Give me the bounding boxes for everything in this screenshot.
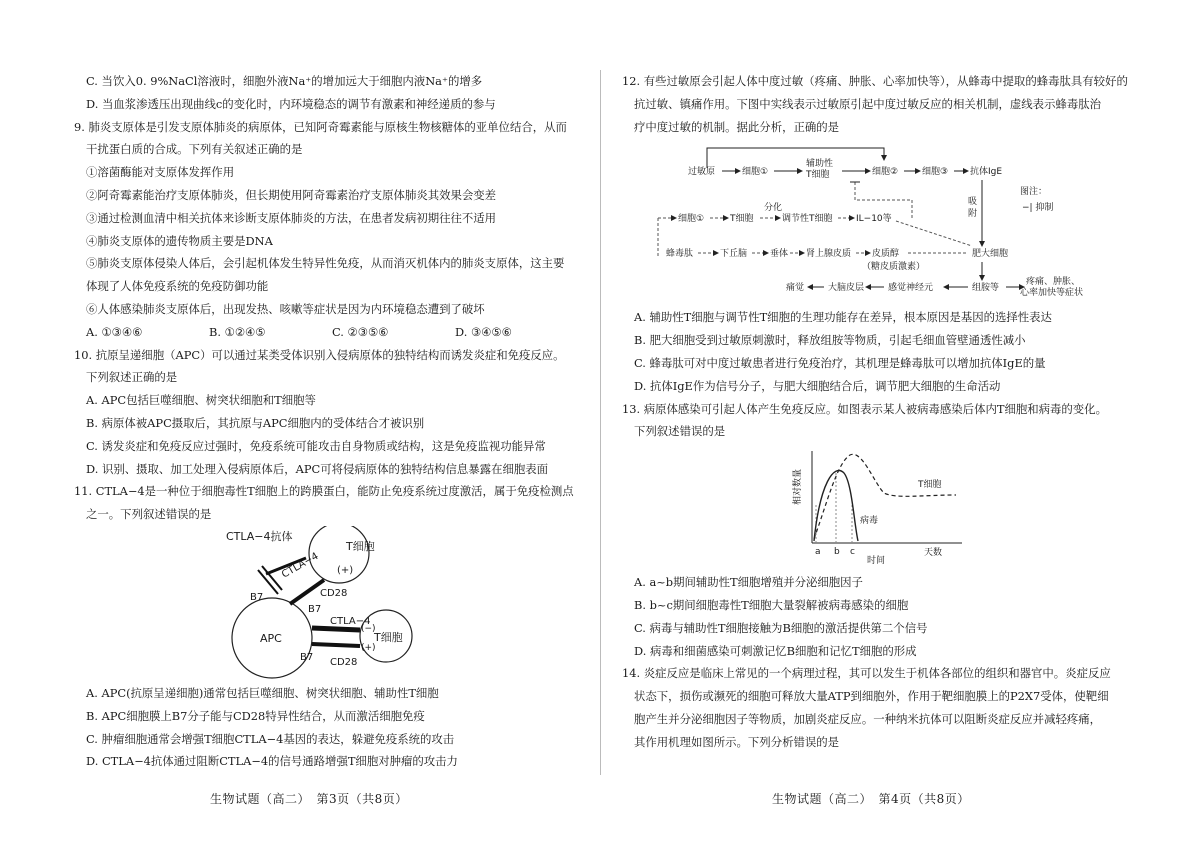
q13-figure [622, 443, 1142, 571]
cortex-label: 大脑皮层 [828, 283, 865, 294]
page-footer-right: 生物试题（高二） 第4页（共8页） [772, 792, 970, 806]
q12-option-d: D. 抗体IgE作为信号分子，与肥大细胞结合后，调节肥大细胞的生命活动 [634, 378, 1001, 393]
right-column [622, 70, 1142, 754]
b7-label-bottom: B7 [300, 651, 314, 663]
q12-stem-cont: 疗中度过敏的机制。据此分析，正确的是 [634, 119, 840, 134]
q11-stem-cont: 之一。下列叙述错误的是 [86, 507, 212, 522]
t-cell-label: T细胞 [346, 539, 375, 553]
tick-b: b [834, 547, 840, 558]
q10-option-d: D. 识别、摄取、加工处理入侵病原体后，APC可将侵病原体的独特结构信息暴露在细胞表面 [86, 461, 549, 476]
q9-item: ④肺炎支原体的遗传物质主要是DNA [86, 233, 273, 248]
q9-option-c: C. ②③⑤⑥ [332, 324, 389, 339]
q9-item: ②阿奇霉素能治疗支原体肺炎，但长期使用阿奇霉素治疗支原体肺炎其效果会变差 [86, 187, 497, 202]
cd28-label-top: CD28 [320, 587, 348, 599]
pituitary-label: 垂体 [770, 249, 789, 260]
q10-option-c: C. 诱发炎症和免疫反应过强时，免疫系统可能攻击自身物质或结构，这是免疫监视功能异常 [86, 438, 546, 453]
xunit: 天数 [924, 548, 943, 559]
q11-option-b: B. APC细胞膜上B7分子能与CD28特异性结合，从而激活细胞免疫 [86, 708, 425, 723]
legend-inhibit: −| 抑制 [1022, 203, 1054, 214]
q14-stem-cont: 状态下，损伤或濒死的细胞可释放大量ATP到细胞外，作用于靶细胞膜上的P2X7受体，使靶细 [634, 689, 1109, 704]
q10-stem: 10. 抗原呈递细胞（APC）可以通过某类受体识别入侵病原体的独特结构而诱发炎症和免疫反应。 [74, 347, 565, 362]
q13-option-b: B. b~c期间细胞毒性T细胞大量裂解被病毒感染的细胞 [634, 597, 909, 612]
b7-label-mid: B7 [308, 603, 322, 615]
q12-stem-cont: 抗过敏、镇痛作用。下图中实线表示过敏原引起中度过敏反应的相关机制，虚线表示蜂毒肽治 [634, 96, 1102, 111]
q9-stem-cont: 干扰蛋白质的合成。下列有关叙述正确的是 [86, 142, 303, 157]
q9-item: ⑤肺炎支原体侵染人体后，会引起机体发生特异性免疫，从而消灭机体内的肺炎支原体，这主要 [86, 256, 565, 271]
virus-series-label: 病毒 [860, 516, 879, 527]
helper-t-label2: T细胞 [806, 170, 830, 181]
q13-stem-cont: 下列叙述错误的是 [634, 424, 726, 439]
adrenal-label: 肾上腺皮质 [806, 249, 852, 260]
apc-label: APC [260, 631, 282, 645]
cell2-label: 细胞② [872, 167, 899, 178]
t-cell-plus: (+) [337, 564, 354, 576]
q12-option-b: B. 肥大细胞受到过敏原刺激时，释放组胺等物质，引起毛细血管壁通透性减小 [634, 333, 1026, 348]
q10-option-a: A. APC包括巨噬细胞、树突状细胞和T细胞等 [86, 393, 316, 408]
adsorb-label2: 附 [968, 209, 978, 220]
symptom-label2: 心率加快等症状 [1020, 288, 1084, 299]
q9-option-a: A. ①③④⑥ [86, 324, 143, 339]
cd28-bond-lower [312, 644, 360, 646]
helper-t-label: 辅助性 [806, 159, 834, 170]
inhibit-dashed [855, 182, 912, 218]
q9-option-d: D. ③④⑤⑥ [455, 324, 512, 339]
ctla4-antibody-label: CTLA−4抗体 [226, 529, 293, 543]
minus-sign: (−) [361, 623, 376, 634]
q10-option-b: B. 病原体被APC摄取后，其抗原与APC细胞内的受体结合才被识别 [86, 415, 425, 430]
b7-label-top: B7 [250, 591, 264, 603]
q11-option-a: A. APC(抗原呈递细胞)通常包括巨噬细胞、树突状细胞、辅助性T细胞 [86, 685, 439, 700]
q12-stem: 12. 有些过敏原会引起人体中度过敏（疼痛、肿胀、心率加快等），从蜂毒中提取的蜂毒肽具有较好的 [622, 74, 1128, 88]
q11-option-c: C. 肿瘤细胞通常会增强T细胞CTLA−4基因的表达，躲避免疫系统的攻击 [86, 731, 455, 746]
tick-a: a [815, 547, 821, 558]
page-footer-left: 生物试题（高二） 第3页（共8页） [210, 792, 408, 806]
t-cell-series-label: T细胞 [918, 480, 942, 491]
q9-option-b: B. ①②④⑤ [209, 324, 266, 339]
q9-item: ①溶菌酶能对支原体发挥作用 [86, 165, 235, 180]
cell1-dashed: 细胞① [678, 214, 705, 225]
q11-option-d: D. CTLA−4抗体通过阻断CTLA−4的信号通路增强T细胞对肿瘤的攻击力 [86, 754, 458, 769]
glucocorticoid-label: （糖皮质激素） [862, 262, 926, 273]
il10-label: IL−10等 [856, 214, 892, 225]
left-column [74, 70, 594, 773]
q9-stem: 9. 肺炎支原体是引发支原体肺炎的病原体，已知阿奇霉素能与原核生物核糖体的亚单位结合，从而 [74, 119, 567, 134]
legend-title: 图注： [1020, 187, 1048, 198]
t-cell-dashed: T细胞 [730, 214, 754, 225]
melittin-label: 蜂毒肽 [666, 249, 694, 260]
allergen-label: 过敏原 [688, 167, 716, 178]
q9-options [74, 321, 594, 344]
q13-stem: 13. 病原体感染可引起人体产生免疫反应。如图表示某人被病毒感染后体内T细胞和病毒的变化。 [622, 401, 1107, 416]
q13-option-c: C. 病毒与辅助性T细胞接触为B细胞的激活提供第二个信号 [634, 620, 928, 635]
q13-option-d: D. 病毒和细菌感染可刺激记忆B细胞和记忆T细胞的形成 [634, 643, 917, 658]
xlabel: 时间 [867, 556, 886, 567]
tick-c: c [850, 547, 855, 558]
q14-stem: 14. 炎症反应是临床上常见的一个病理过程，其可以发生于机体各部位的组织和器官中。炎症反应 [622, 666, 1111, 681]
q13-option-a: A. a~b期间辅助性T细胞增殖并分泌细胞因子 [634, 575, 863, 590]
q9-item: ③通过检测血清中相关抗体来诊断支原体肺炎的方法，在患者发病初期往往不适用 [86, 210, 497, 225]
q14-stem-cont: 其作用机理如图所示。下列分析错误的是 [634, 734, 840, 749]
q12-option-c: C. 蜂毒肽可对中度过敏患者进行免疫治疗，其机理是蜂毒肽可以增加抗体IgE的量 [634, 355, 1046, 370]
differentiate-label: 分化 [764, 203, 783, 214]
plus-sign: (+) [361, 642, 376, 653]
histamine-label: 组胺等 [972, 283, 1000, 294]
q11-stem: 11. CTLA−4是一种位于细胞毒性T细胞上的跨膜蛋白，能防止免疫系统过度激活，属于免疫检测点 [74, 484, 574, 499]
q12-option-a: A. 辅助性T细胞与调节性T细胞的生理功能存在差异，根本原因是基因的选择性表达 [634, 310, 1052, 325]
q8-option-c: C. 当饮入0. 9%NaCl溶液时，细胞外液Na⁺的增加远大于细胞内液Na⁺的增多 [86, 74, 483, 88]
q9-item-cont: 体现了人体免疫系统的免疫防御功能 [86, 279, 269, 294]
sensory-label: 感觉神经元 [888, 283, 934, 294]
symptom-label: 疼痛、肿胀、 [1026, 277, 1081, 288]
q8-option-d: D. 当血浆渗透压出现曲线c的变化时，内环境稳态的调节有激素和神经递质的参与 [86, 96, 496, 111]
q10-stem-cont: 下列叙述正确的是 [86, 370, 178, 385]
hypothalamus-label: 下丘脑 [720, 249, 748, 260]
column-divider [600, 70, 601, 775]
il10-to-mast [896, 221, 972, 246]
cd28-label-lower: CD28 [330, 656, 358, 668]
ctla4-bond [312, 628, 360, 630]
cell3-label: 细胞③ [922, 167, 949, 178]
q11-figure [74, 526, 594, 682]
adsorb-label: 吸 [968, 197, 978, 208]
t-cell-curve [814, 454, 956, 539]
q12-figure [622, 138, 1142, 306]
t-cell-lower-label: T细胞 [374, 630, 403, 644]
pain-label: 痛觉 [786, 283, 805, 294]
q14-stem-cont: 胞产生并分泌细胞因子等物质，加剧炎症反应。一种纳米抗体可以阻断炎症反应并减轻疼痛， [634, 711, 1102, 726]
q9-item: ⑥人体感染肺炎支原体后，出现发热、咳嗽等症状是因为内环境稳态遭到了破坏 [86, 301, 485, 316]
mast-label: 肥大细胞 [972, 249, 1009, 260]
cell1-label: 细胞① [742, 167, 769, 178]
ige-label: 抗体IgE [970, 167, 1003, 178]
top-bypass-arrow [707, 148, 884, 168]
cortisol-label: 皮质醇 [872, 249, 900, 260]
ctla4-label-top: CTLA−4 [280, 550, 321, 581]
ylabel: 相对数量 [793, 469, 803, 506]
ctla4-label-lower: CTLA−4 [330, 615, 371, 627]
reg-t-label: 调节性T细胞 [782, 214, 833, 225]
b7-cd28-bond [290, 580, 324, 604]
